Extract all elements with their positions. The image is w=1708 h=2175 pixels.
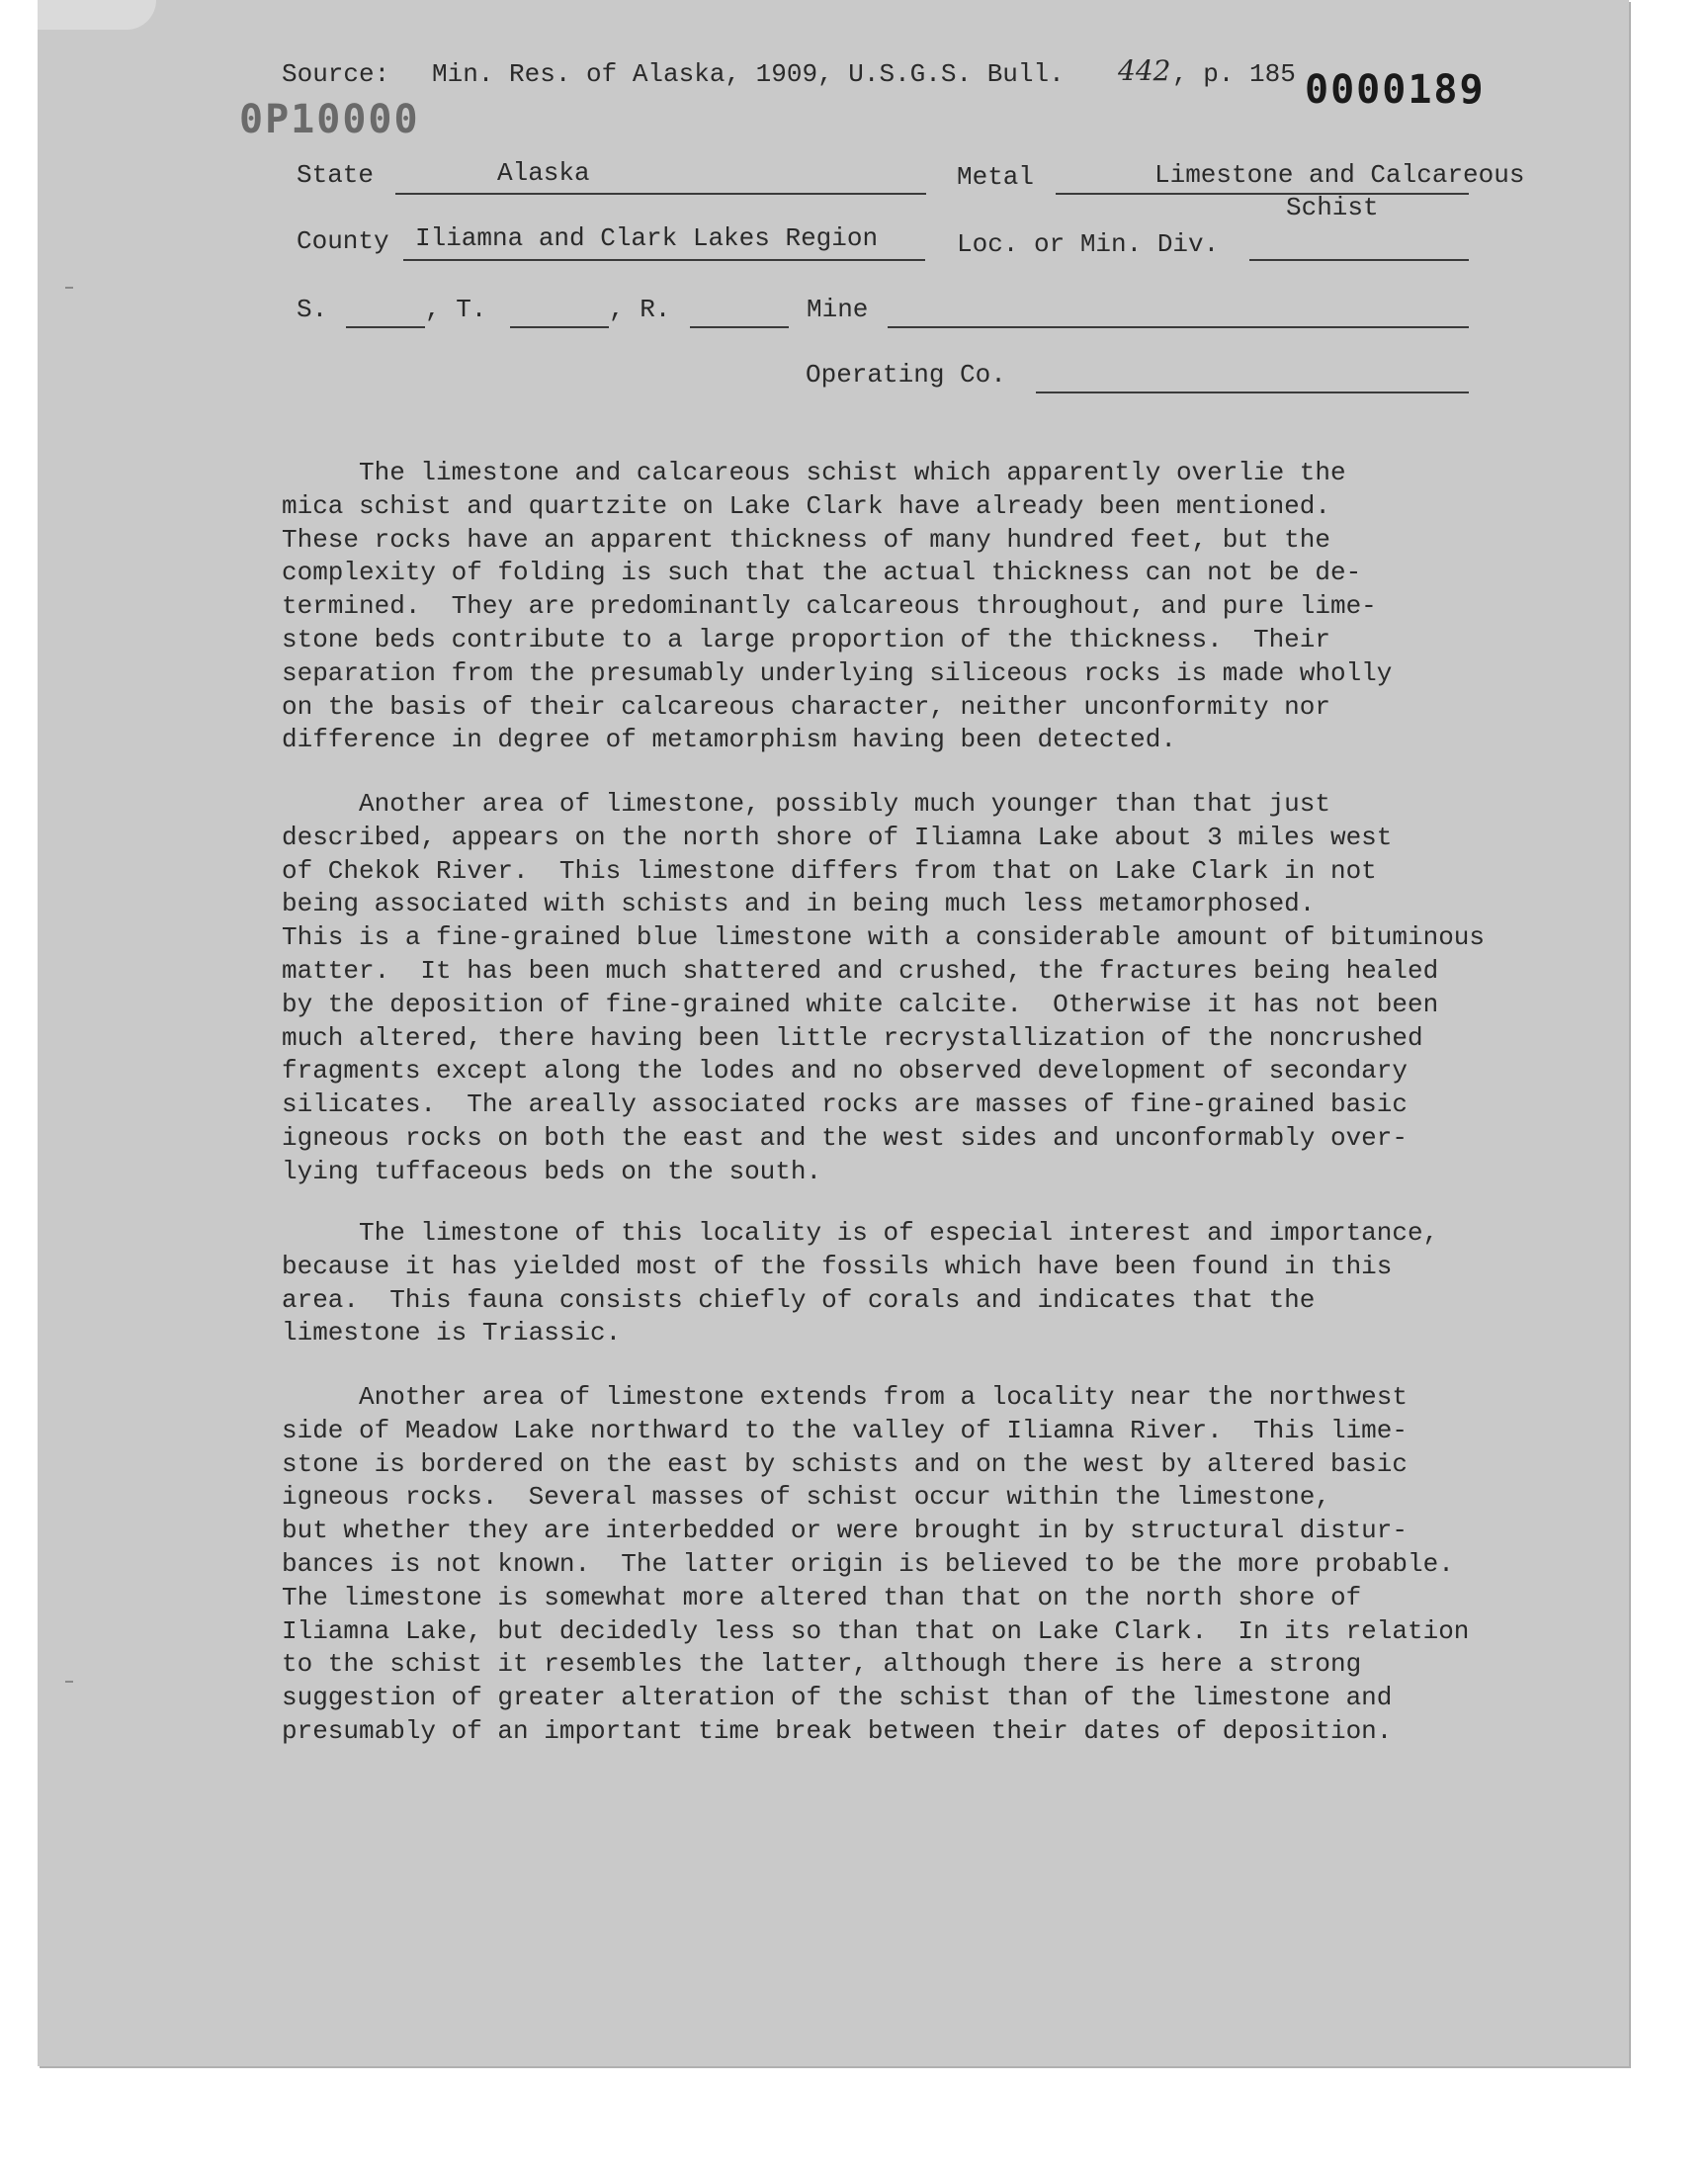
paragraph-2: Another area of limestone, possibly much younger than that just described, appears on the north shore of Iliamna Lake about 3 miles west of Chekok River. This limestone differs from that on Lake Clark in not being associated with schists and in being much less metamorphosed. This is a fine-grained blue limestone with a considerable amount of bituminous matter. It has been much shattered and crushed, the fractures being healed by the deposition of fine-grained white calcite. Otherwise it has not been much altered, there having been little recrystallization of the noncrushed fragments except along the lodes and no observed development of secondary silicates. The areally associated rocks are masses of fine-grained basic igneous rocks on both the east and the west sides and unconformably over- lying tuffaceous beds on the south. [282,789,1485,1186]
range-underline [690,326,789,328]
margin-mark [65,287,73,289]
metal-label: Metal [957,162,1035,192]
range-label: , R. [609,295,671,324]
state-value: Alaska [497,158,590,188]
mine-label: Mine [807,295,869,324]
state-label: State [297,160,375,190]
operating-co-underline [1036,392,1469,393]
operating-co-label: Operating Co. [806,360,1006,390]
faded-number-stamp: 0P10000 [239,97,420,142]
metal-value: Limestone and Calcareous [1154,160,1525,190]
source-page: , p. 185 [1172,59,1296,89]
paragraph-4: Another area of limestone extends from a locality near the northwest side of Meadow Lake northward to the valley of Iliamna River. This lime- stone is bordered on the east by schists and on the west by altered basic igneous rocks. Several masses of schist occur within the limestone, but whether they are interbedded or were brought in by structural distur- bances is not known. The latter origin is believed to be the more probable. The limestone is somewhat more altered than that on the north shore of Iliamna Lake, but decidedly less so than that on Lake Clark. In its relation to the schist it resembles the latter, although there is here a strong suggestion of greater alteration of the schist than of the limestone and presumably of an important time break between their dates of deposition. [282,1382,1470,1746]
county-underline [403,259,925,261]
metal-underline [1056,193,1469,195]
loc-underline [1249,259,1469,261]
mine-underline [888,326,1469,328]
document-number-stamp: 0000189 [1305,67,1486,113]
county-label: County [297,226,389,256]
paragraph-1: The limestone and calcareous schist which apparently overlie the mica schist and quartzite on Lake Clark have already been mentioned. These rocks have an apparent thickness of many hundred feet, but the complexity of folding is such that the actual thickness can not be de- termined. They are predominantly calcareous throughout, and pure lime- stone beds contribute to a large proportion of the thickness. Their separation from the presumably underlying siliceous rocks is made wholly on the basis of their calcareous character, neither unconformity nor difference in degree of metamorphism having been detected. [282,458,1393,755]
source-bulletin-number: 442 [1118,54,1171,87]
county-value: Iliamna and Clark Lakes Region [415,223,879,253]
state-underline [395,193,926,195]
margin-mark [65,1681,73,1683]
source-citation: Min. Res. of Alaska, 1909, U.S.G.S. Bull. [432,59,1065,89]
metal-value-continued: Schist [1286,193,1379,222]
loc-label: Loc. or Min. Div. [957,229,1220,259]
township-underline [510,326,609,328]
paragraph-3: The limestone of this locality is of especial interest and importance, because it has yielded most of the fossils which have been found in this area. This fauna consists chiefly of corals and indicates that the limestone is Triassic. [282,1218,1439,1348]
section-underline [346,326,425,328]
source-label: Source: [282,59,390,89]
document-page [38,0,1629,2066]
section-label: S. [297,295,328,324]
township-label: , T. [425,295,487,324]
